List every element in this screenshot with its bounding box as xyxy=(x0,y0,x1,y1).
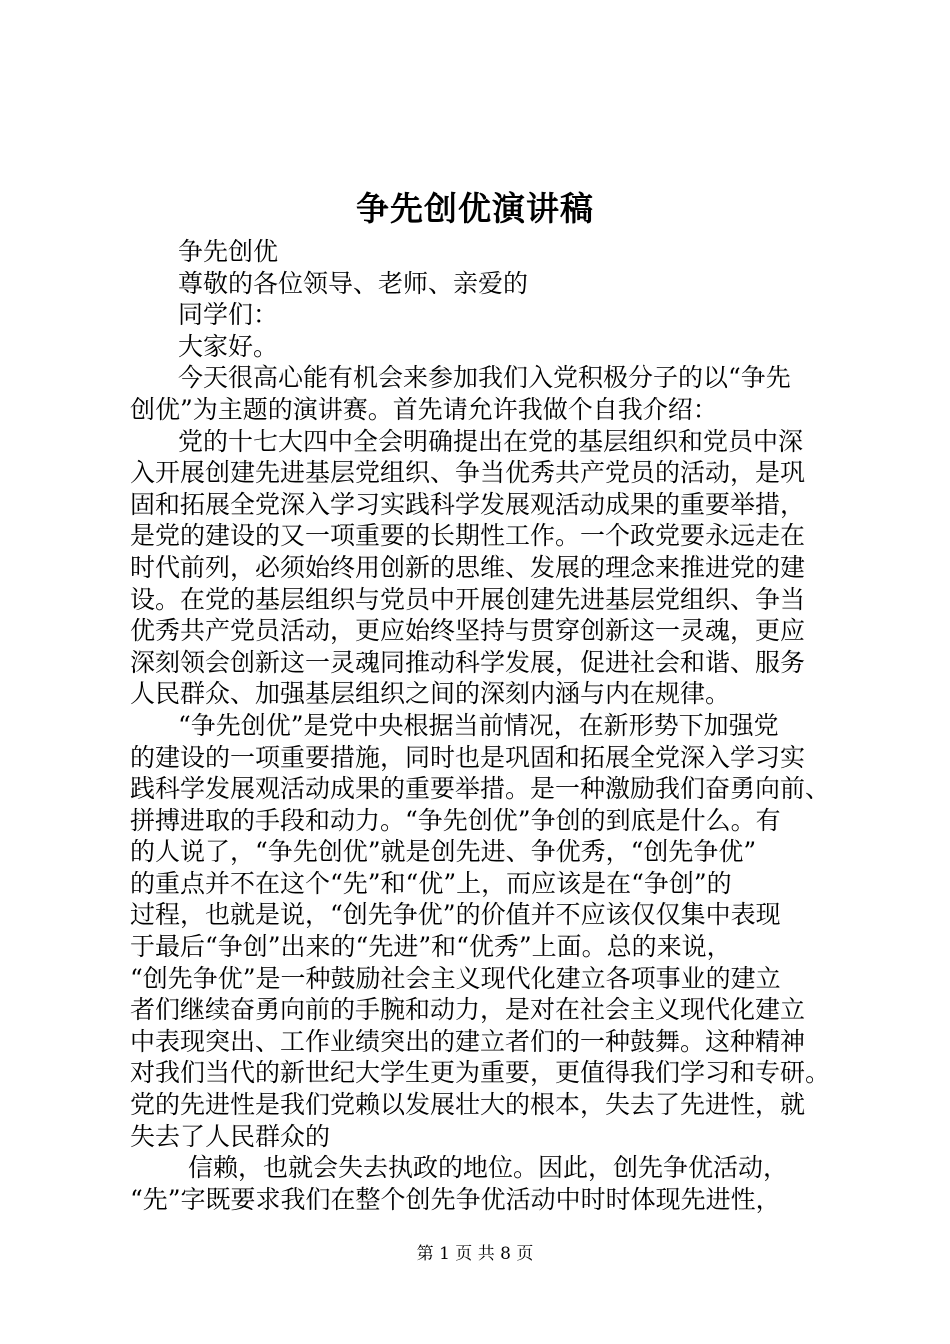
text-line: 入开展创建先进基层党组织、争当优秀共产党员的活动，是巩 xyxy=(130,458,806,488)
text-line: 设。在党的基层组织与党员中开展创建先进基层党组织、争当 xyxy=(130,584,806,614)
text-line: 深刻领会创新这一灵魂同推动科学发展，促进社会和谐、服务 xyxy=(130,647,806,677)
text-line: 于最后“争创”出来的“先进”和“优秀”上面。总的来说， xyxy=(130,932,732,962)
text-line: 信赖，也就会失去执政的地位。因此，创先争优活动， xyxy=(188,1153,789,1183)
text-line: 争先创优 xyxy=(178,237,279,266)
text-line: 失去了人民群众的 xyxy=(130,1121,331,1151)
text-line: 的人说了，“争先创优”就是创先进、争优秀，“创先争优” xyxy=(130,837,757,867)
document-title: 争先创优演讲稿 xyxy=(356,189,594,228)
page-footer: 第 1 页 共 8 页 xyxy=(416,1244,534,1264)
text-line: “先”字既要求我们在整个创先争优活动中时时体现先进性， xyxy=(130,1184,781,1214)
text-line: 固和拓展全党深入学习实践科学发展观活动成果的重要举措， xyxy=(130,489,806,519)
text-line: 对我们当代的新世纪大学生更为重要，更值得我们学习和专研。 xyxy=(130,1058,831,1088)
document-body xyxy=(130,236,835,1215)
text-line: “争先创优”是党中央根据当前情况，在新形势下加强党 xyxy=(178,710,779,740)
text-line: 的重点并不在这个“先”和“优”上，而应该是在“争创”的 xyxy=(130,868,732,898)
text-line: 党的十七大四中全会明确提出在党的基层组织和党员中深 xyxy=(178,426,804,456)
text-line: 中表现突出、工作业绩突出的建立者们的一种鼓舞。这种精神 xyxy=(130,1026,806,1056)
text-line: 优秀共产党员活动，更应始终坚持与贯穿创新这一灵魂，更应 xyxy=(130,616,806,646)
text-line: 拼搏进取的手段和动力。“争先创优”争创的到底是什么。有 xyxy=(130,805,781,835)
text-line: 人民群众、加强基层组织之间的深刻内涵与内在规律。 xyxy=(130,679,731,709)
text-line: 尊敬的各位领导、老师、亲爱的 xyxy=(178,268,529,298)
text-line: 是党的建设的又一项重要的长期性工作。一个政党要永远走在 xyxy=(130,521,806,551)
text-line: 大家好。 xyxy=(178,331,279,361)
text-line: 创优”为主题的演讲赛。首先请允许我做个自我介绍： xyxy=(130,394,718,424)
text-line: 今天很高心能有机会来参加我们入党积极分子的以“争先 xyxy=(178,363,791,393)
text-line: 党的先进性是我们党赖以发展壮大的根本，失去了先进性，就 xyxy=(130,1090,806,1120)
text-line: 时代前列，必须始终用创新的思维、发展的理念来推进党的建 xyxy=(130,552,806,582)
text-line: 践科学发展观活动成果的重要举措。是一种激励我们奋勇向前、 xyxy=(130,774,831,804)
text-line: 者们继续奋勇向前的手腕和动力，是对在社会主义现代化建立 xyxy=(130,995,806,1025)
text-line: 的建设的一项重要措施，同时也是巩固和拓展全党深入学习实 xyxy=(130,742,806,772)
text-line: 同学们： xyxy=(178,300,279,330)
text-line: “创先争优”是一种鼓励社会主义现代化建立各项事业的建立 xyxy=(130,963,781,993)
text-line: 过程，也就是说，“创先争优”的价值并不应该仅仅集中表现 xyxy=(130,900,781,930)
